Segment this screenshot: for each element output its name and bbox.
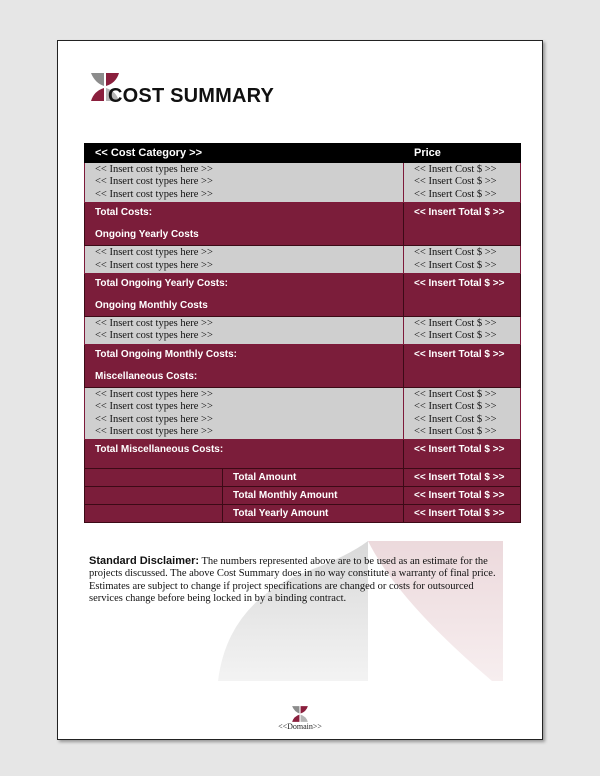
cost-item: << Insert cost types here >>: [95, 330, 213, 342]
items-row: [85, 163, 521, 203]
cost-item: << Insert cost types here >>: [95, 388, 213, 400]
column-header-category: << Cost Category >>: [85, 144, 404, 163]
cost-item: << Insert cost types here >>: [95, 318, 213, 330]
cost-items: [85, 317, 404, 345]
cost-price: << Insert Cost $ >>: [414, 388, 497, 400]
cost-price: << Insert Cost $ >>: [414, 176, 497, 188]
disclaimer-text: The numbers represented above are to be used as an estimate for the projects discussed. The above Cost Summary does in no way constitute a warranty of final price. Estimates are subject to change if project specifications are changed or costs for outsourced services change before being locked in by a binding contract.: [89, 556, 496, 605]
total-label: Total Miscellaneous Costs:: [95, 444, 224, 456]
document-page: [57, 40, 543, 740]
cost-prices: [404, 317, 521, 345]
column-header-price: Price: [404, 144, 521, 163]
section-heading: Ongoing Yearly Costs: [95, 229, 199, 241]
cost-price: << Insert Cost $ >>: [414, 247, 497, 259]
total-label: Total Costs:: [95, 207, 153, 219]
summary-row: [85, 469, 521, 487]
cost-price: << Insert Cost $ >>: [414, 413, 497, 425]
cost-prices: [404, 387, 521, 440]
cost-price: << Insert Cost $ >>: [414, 164, 497, 175]
cost-prices: [404, 163, 521, 203]
cost-items: [85, 163, 404, 203]
total-value: << Insert Total $ >>: [404, 344, 521, 387]
cost-item: << Insert cost types here >>: [95, 247, 213, 259]
section-heading: Miscellaneous Costs:: [95, 370, 198, 382]
cost-price: << Insert Cost $ >>: [414, 188, 497, 200]
total-row: [85, 203, 521, 246]
summary-value: << Insert Total $ >>: [404, 487, 521, 505]
summary-value: << Insert Total $ >>: [404, 469, 521, 487]
cost-item: << Insert cost types here >>: [95, 176, 213, 188]
section-heading: Ongoing Monthly Costs: [95, 300, 208, 312]
cost-price: << Insert Cost $ >>: [414, 259, 497, 271]
page-title: COST SUMMARY: [108, 85, 275, 107]
cost-prices: [404, 246, 521, 274]
cost-item: << Insert cost types here >>: [95, 413, 213, 425]
summary-row: [85, 487, 521, 505]
summary-label: Total Monthly Amount: [223, 487, 404, 505]
total-value: << Insert Total $ >>: [404, 203, 521, 246]
total-value: << Insert Total $ >>: [404, 440, 521, 469]
cost-item: << Insert cost types here >>: [95, 259, 213, 271]
cost-price: << Insert Cost $ >>: [414, 426, 497, 438]
cost-price: << Insert Cost $ >>: [414, 318, 497, 330]
total-row: [85, 344, 521, 387]
disclaimer-label: Standard Disclaimer:: [89, 555, 200, 567]
items-row: [85, 317, 521, 345]
cost-item: << Insert cost types here >>: [95, 164, 213, 175]
total-row: [85, 440, 521, 469]
summary-label: Total Yearly Amount: [223, 505, 404, 523]
cost-items: [85, 246, 404, 274]
summary-label: Total Amount: [223, 469, 404, 487]
footer-domain: <<Domain>>: [278, 722, 322, 731]
cost-items: [85, 387, 404, 440]
items-row: [85, 246, 521, 274]
cost-summary-table: [84, 143, 521, 523]
cost-item: << Insert cost types here >>: [95, 401, 213, 413]
summary-row: [85, 505, 521, 523]
items-row: [85, 387, 521, 440]
total-label: Total Ongoing Monthly Costs:: [95, 348, 238, 360]
cost-item: << Insert cost types here >>: [95, 426, 213, 438]
cost-item: << Insert cost types here >>: [95, 188, 213, 200]
summary-value: << Insert Total $ >>: [404, 505, 521, 523]
total-value: << Insert Total $ >>: [404, 274, 521, 317]
total-label: Total Ongoing Yearly Costs:: [95, 278, 228, 290]
pinwheel-logo-icon: [291, 705, 309, 723]
table-header-row: [85, 144, 521, 163]
total-row: [85, 274, 521, 317]
disclaimer: [89, 555, 509, 606]
cost-price: << Insert Cost $ >>: [414, 401, 497, 413]
cost-price: << Insert Cost $ >>: [414, 330, 497, 342]
